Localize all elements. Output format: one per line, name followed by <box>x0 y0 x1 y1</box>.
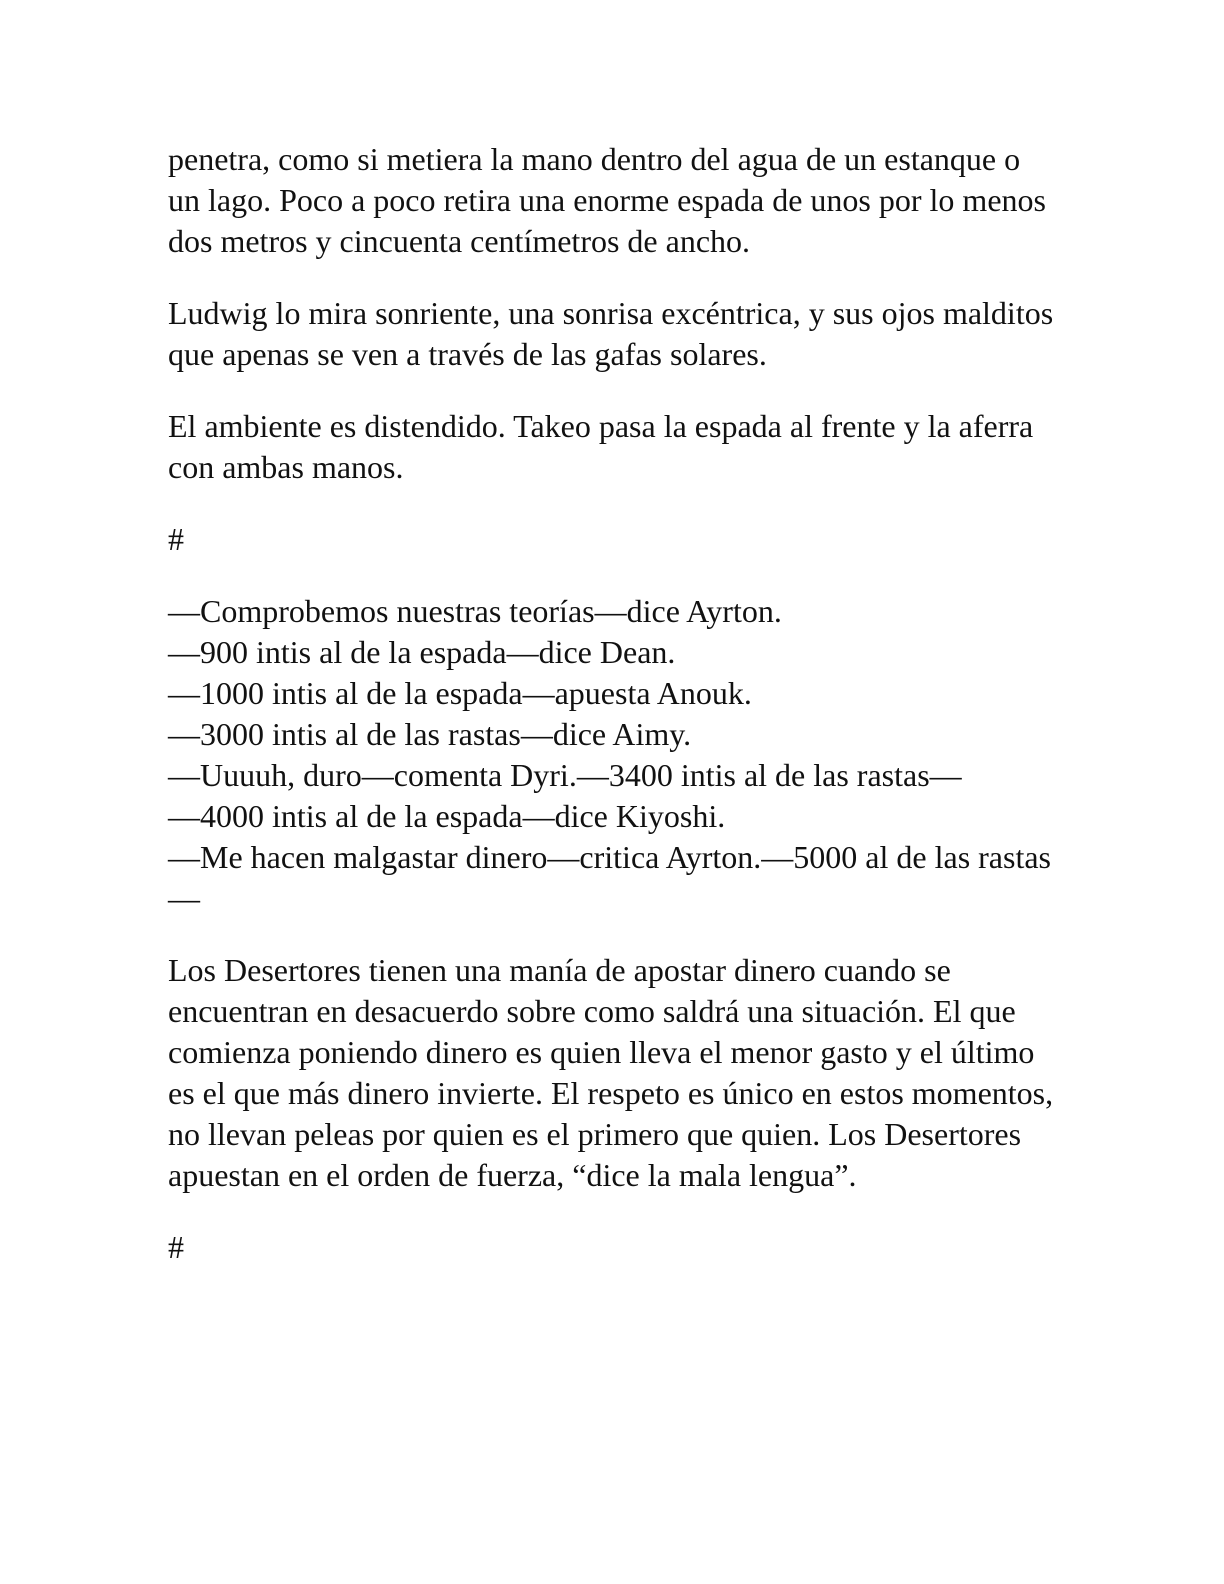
document-page <box>168 139 1058 1299</box>
dialogue-block <box>168 591 1058 919</box>
dialogue-line: —Uuuuh, duro—comenta Dyri.—3400 intis al de las rastas— <box>168 757 962 793</box>
dialogue-line: —900 intis al de la espada—dice Dean. <box>168 634 676 670</box>
dialogue-line: —Comprobemos nuestras teorías—dice Ayrton. <box>168 593 782 629</box>
paragraph-desertores: Los Desertores tienen una manía de apostar dinero cuando se encuentran en desacuerdo sobre como saldrá una situación. El que comienza poniendo dinero es quien lleva el menor gasto y el último es el que más dinero invierte. El respeto es único en estos momentos, no llevan peleas por quien es el primero que quien. Los Desertores apuestan en el orden de fuerza, “dice la mala lengua”. <box>168 952 1054 1193</box>
paragraph-ambiente: El ambiente es distendido. Takeo pasa la espada al frente y la aferra con ambas manos. <box>168 408 1034 485</box>
section-separator: # <box>168 1229 184 1265</box>
paragraph-sword-drawn: penetra, como si metiera la mano dentro del agua de un estanque o un lago. Poco a poco retira una enorme espada de unos por lo menos dos metros y cincuenta centímetros de ancho. <box>168 141 1046 259</box>
section-separator: # <box>168 521 184 557</box>
dialogue-line: —4000 intis al de la espada—dice Kiyoshi. <box>168 798 726 834</box>
paragraph-ludwig: Ludwig lo mira sonriente, una sonrisa excéntrica, y sus ojos malditos que apenas se ven a través de las gafas solares. <box>168 295 1054 372</box>
dialogue-line: —1000 intis al de la espada—apuesta Anouk. <box>168 675 752 711</box>
dialogue-line: —Me hacen malgastar dinero—critica Ayrton.—5000 al de las rastas— <box>168 839 1051 916</box>
dialogue-line: —3000 intis al de las rastas—dice Aimy. <box>168 716 692 752</box>
